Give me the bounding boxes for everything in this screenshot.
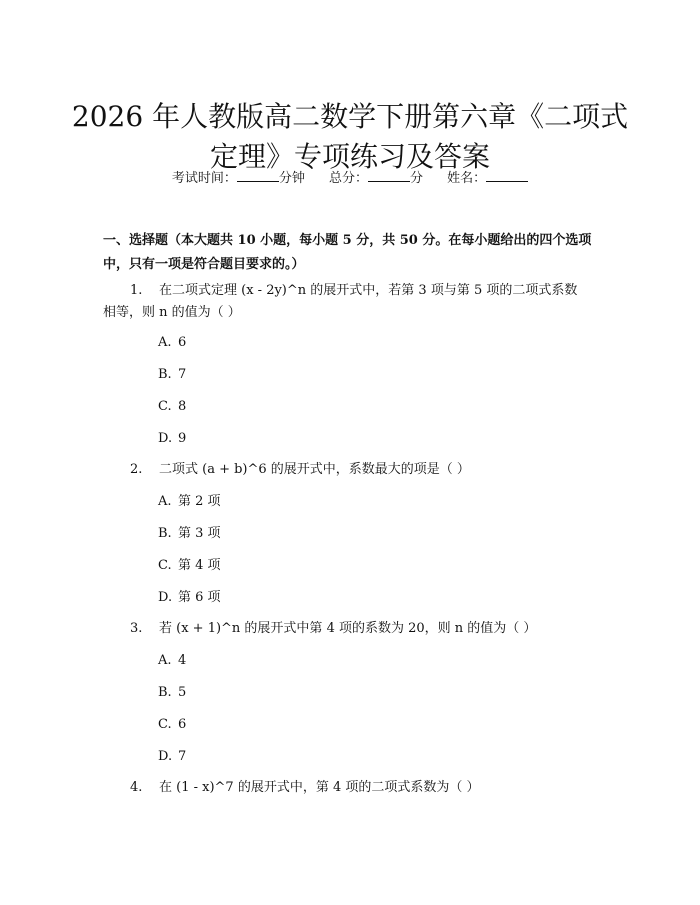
option-text: 9: [178, 431, 187, 446]
option-letter: D.: [158, 431, 173, 446]
title-line-1: 2026 年人教版高二数学下册第六章《二项式: [71, 99, 629, 133]
option-2a: [158, 492, 221, 512]
question-4: [130, 777, 600, 799]
question-3: [130, 618, 600, 640]
student-name-label: 姓名：: [447, 171, 487, 186]
total-score-label: 总分：: [328, 171, 368, 186]
option-text: 第 2 项: [178, 494, 221, 509]
option-text: 7: [178, 367, 187, 382]
student-name-blank: [486, 168, 528, 182]
option-letter: A.: [158, 494, 172, 509]
option-2c: [158, 556, 221, 576]
option-letter: C.: [158, 717, 172, 732]
exam-time-blank: [237, 168, 279, 182]
option-1c: [158, 397, 186, 417]
option-text: 8: [178, 399, 187, 414]
section-heading: 一、选择题（本大题共 10 小题，每小题 5 分，共 50 分。在每小题给出的四个选项中，只有一项是符合题目要求的。）: [103, 233, 592, 272]
option-3b: [158, 683, 186, 703]
option-letter: C.: [158, 558, 172, 573]
option-letter: D.: [158, 590, 173, 605]
option-2d: [158, 588, 221, 608]
question-text-line-1: 在 (1 - x)^7 的展开式中，第 4 项的二项式系数为（ ）: [159, 780, 480, 795]
question-2: [130, 459, 600, 481]
option-1b: [158, 365, 186, 385]
exam-time-label: 考试时间：: [171, 171, 237, 186]
question-text-line-1: 二项式 (a + b)^6 的展开式中，系数最大的项是（ ）: [159, 462, 470, 477]
option-letter: A.: [158, 335, 172, 350]
option-text: 第 6 项: [178, 590, 221, 605]
student-name: [447, 168, 528, 189]
option-1a: [158, 333, 186, 353]
exam-info-line: [0, 168, 700, 189]
option-letter: A.: [158, 653, 172, 668]
option-letter: B.: [158, 367, 172, 382]
title-line-2: 定理》专项练习及答案: [209, 139, 490, 173]
question-text-line-2: 相等，则 n 的值为（ ）: [103, 305, 241, 320]
question-text-line-1: 若 (x + 1)^n 的展开式中第 4 项的系数为 20，则 n 的值为（ ）: [159, 621, 537, 636]
question-number: 1.: [130, 283, 143, 298]
option-2b: [158, 524, 221, 544]
option-text: 第 3 项: [178, 526, 221, 541]
total-score: [329, 168, 423, 189]
option-text: 7: [178, 749, 187, 764]
option-3d: [158, 747, 186, 767]
option-text: 5: [178, 685, 187, 700]
option-letter: D.: [158, 749, 173, 764]
option-letter: C.: [158, 399, 172, 414]
question-number: 4.: [130, 780, 143, 795]
page-title: [60, 97, 640, 177]
option-letter: B.: [158, 526, 172, 541]
option-3a: [158, 651, 186, 671]
option-3c: [158, 715, 186, 735]
option-text: 6: [178, 335, 187, 350]
question-number: 3.: [130, 621, 143, 636]
option-text: 4: [178, 653, 187, 668]
option-1d: [158, 429, 186, 449]
total-score-unit: 分: [410, 171, 424, 186]
exam-time: [172, 168, 305, 189]
question-text-line-1: 在二项式定理 (x - 2y)^n 的展开式中，若第 3 项与第 5 项的二项式系数: [159, 283, 578, 298]
exam-time-unit: 分钟: [278, 171, 305, 186]
question-number: 2.: [130, 462, 143, 477]
option-text: 第 4 项: [178, 558, 221, 573]
total-score-blank: [368, 168, 410, 182]
option-letter: B.: [158, 685, 172, 700]
question-1: [103, 280, 600, 324]
option-text: 6: [178, 717, 187, 732]
